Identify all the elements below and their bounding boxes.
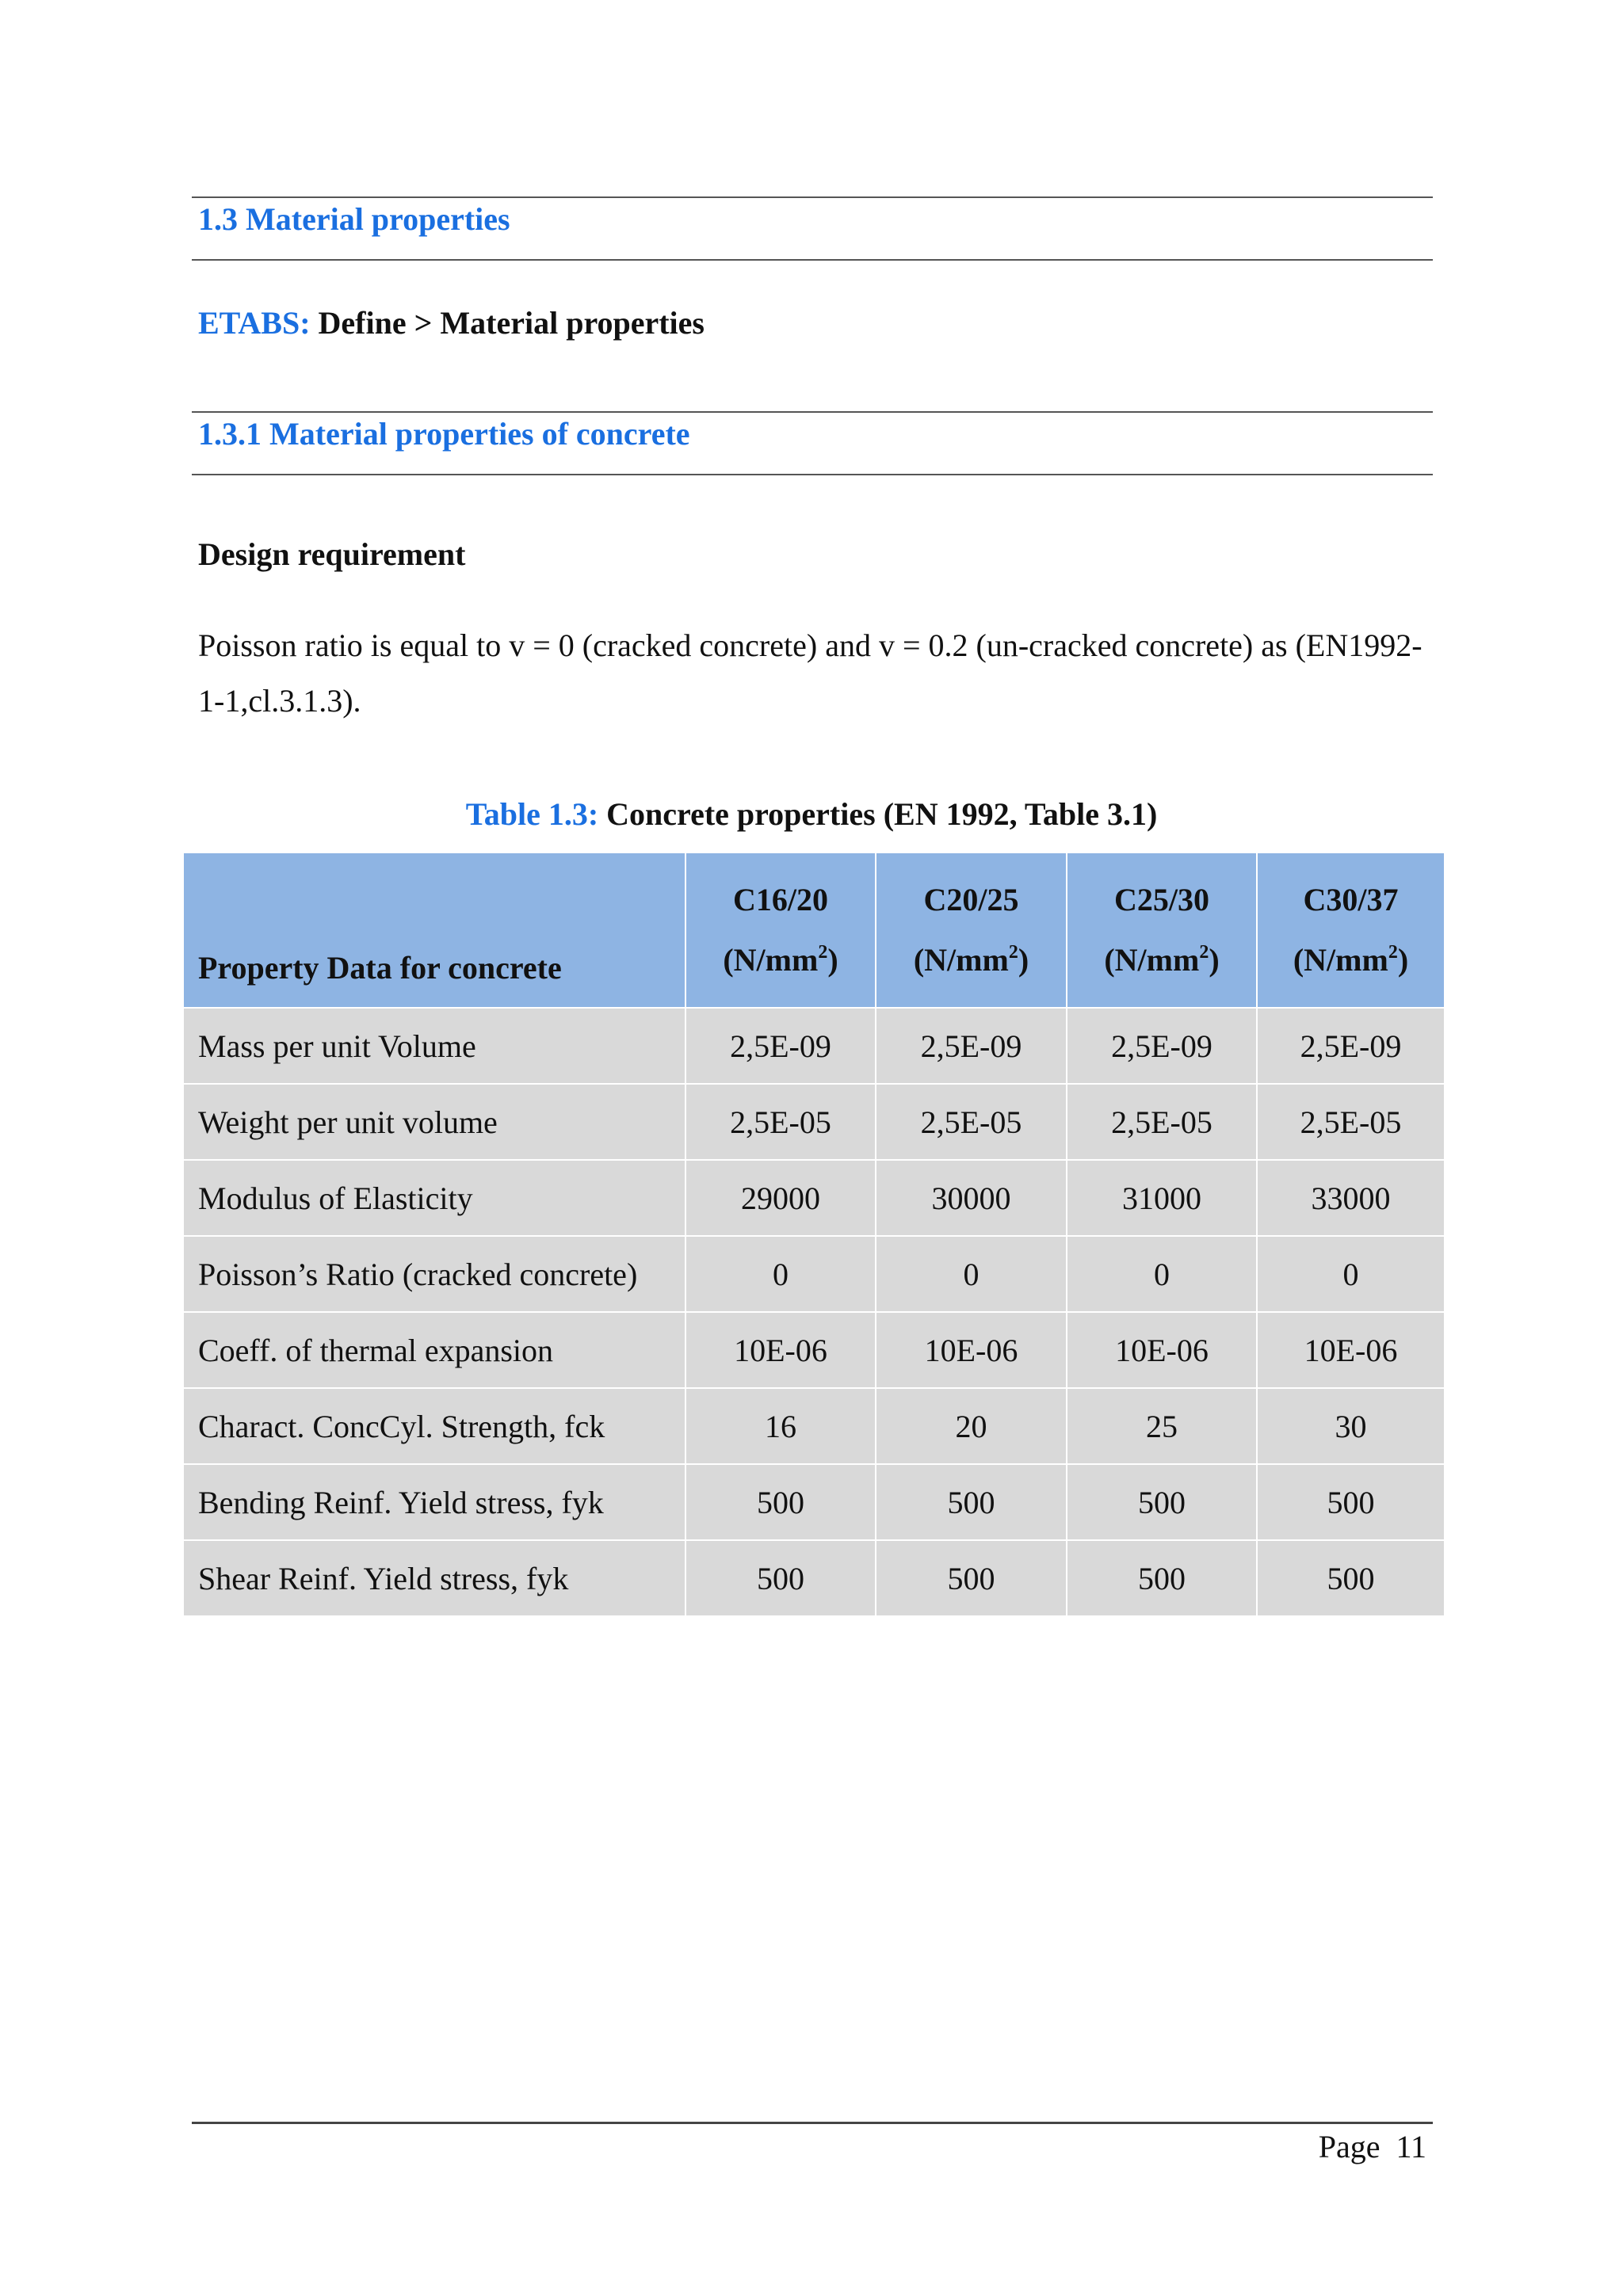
subsection-heading: 1.3.1 Material properties of concrete bbox=[198, 416, 690, 452]
table-caption-label: Table 1.3: bbox=[465, 796, 599, 832]
table-cell: 500 bbox=[685, 1540, 876, 1616]
table-row bbox=[183, 1540, 1445, 1616]
property-column-header: Property Data for concrete bbox=[183, 852, 685, 1008]
design-requirement-text: Poisson ratio is equal to v = 0 (cracked concrete) and v = 0.2 (un-cracked concrete) as (EN1992-1-1,cl.3.1.3). bbox=[198, 627, 1423, 719]
table-cell: 2,5E-05 bbox=[1067, 1084, 1257, 1160]
section-heading: 1.3 Material properties bbox=[198, 201, 510, 237]
footer-rule bbox=[192, 2122, 1433, 2124]
table-row bbox=[183, 1388, 1445, 1464]
table-cell: 2,5E-09 bbox=[1067, 1008, 1257, 1084]
row-label: Modulus of Elasticity bbox=[183, 1160, 685, 1236]
table-header-row bbox=[183, 852, 1445, 1008]
etabs-path bbox=[198, 303, 705, 343]
table-row bbox=[183, 1160, 1445, 1236]
row-label: Bending Reinf. Yield stress, fyk bbox=[183, 1464, 685, 1540]
table-cell: 10E-06 bbox=[1067, 1312, 1257, 1388]
row-label: Mass per unit Volume bbox=[183, 1008, 685, 1084]
table-cell: 0 bbox=[876, 1236, 1067, 1312]
table-cell: 10E-06 bbox=[876, 1312, 1067, 1388]
table-cell: 2,5E-09 bbox=[1257, 1008, 1445, 1084]
table-row bbox=[183, 1464, 1445, 1540]
table-cell: 500 bbox=[876, 1464, 1067, 1540]
table-cell: 0 bbox=[1257, 1236, 1445, 1312]
table-cell: 10E-06 bbox=[685, 1312, 876, 1388]
table-cell: 10E-06 bbox=[1257, 1312, 1445, 1388]
table-cell: 2,5E-05 bbox=[685, 1084, 876, 1160]
grade-label: C20/25 bbox=[923, 882, 1019, 917]
table-cell: 500 bbox=[1067, 1540, 1257, 1616]
row-label: Charact. ConcCyl. Strength, fck bbox=[183, 1388, 685, 1464]
grade-unit: $(N/mm^2)$ bbox=[1104, 942, 1220, 978]
grade-column-header bbox=[876, 852, 1067, 1008]
grade-unit: $(N/mm^2)$ bbox=[1293, 942, 1409, 978]
grade-unit: $(N/mm^2)$ bbox=[913, 942, 1029, 978]
row-label: Shear Reinf. Yield stress, fyk bbox=[183, 1540, 685, 1616]
etabs-label: ETABS: bbox=[198, 305, 311, 341]
table-row bbox=[183, 1008, 1445, 1084]
table-caption-text: Concrete properties (EN 1992, Table 3.1) bbox=[606, 796, 1158, 832]
table-cell: 25 bbox=[1067, 1388, 1257, 1464]
table-cell: 500 bbox=[876, 1540, 1067, 1616]
table-row bbox=[183, 1312, 1445, 1388]
table-cell: 2,5E-05 bbox=[1257, 1084, 1445, 1160]
table-cell: 30 bbox=[1257, 1388, 1445, 1464]
table-cell: 2,5E-05 bbox=[876, 1084, 1067, 1160]
table-row bbox=[183, 1084, 1445, 1160]
grade-unit: $(N/mm^2)$ bbox=[723, 942, 838, 978]
table-cell: 16 bbox=[685, 1388, 876, 1464]
table-cell: 500 bbox=[1067, 1464, 1257, 1540]
row-label: Coeff. of thermal expansion bbox=[183, 1312, 685, 1388]
table-cell: 2,5E-09 bbox=[876, 1008, 1067, 1084]
table-cell: 0 bbox=[1067, 1236, 1257, 1312]
row-label: Poisson’s Ratio (cracked concrete) bbox=[183, 1236, 685, 1312]
table-cell: 0 bbox=[685, 1236, 876, 1312]
row-label: Weight per unit volume bbox=[183, 1084, 685, 1160]
subsection-rule-bottom bbox=[192, 474, 1433, 475]
table-cell: 30000 bbox=[876, 1160, 1067, 1236]
section-rule-bottom bbox=[192, 259, 1433, 261]
concrete-properties-table bbox=[182, 852, 1445, 1617]
grade-label: C16/20 bbox=[733, 882, 828, 917]
page-number-value: 11 bbox=[1396, 2129, 1426, 2164]
grade-label: C25/30 bbox=[1114, 882, 1209, 917]
page-label: Page bbox=[1318, 2129, 1381, 2164]
table-cell: 33000 bbox=[1257, 1160, 1445, 1236]
table-cell: 31000 bbox=[1067, 1160, 1257, 1236]
table-cell: 500 bbox=[685, 1464, 876, 1540]
subsection-rule-top bbox=[192, 411, 1433, 413]
table-cell: 500 bbox=[1257, 1540, 1445, 1616]
section-rule-top bbox=[192, 196, 1433, 198]
page-number bbox=[1319, 2127, 1426, 2167]
table-cell: 500 bbox=[1257, 1464, 1445, 1540]
table-caption bbox=[0, 795, 1623, 834]
table-cell: 20 bbox=[876, 1388, 1067, 1464]
grade-column-header bbox=[685, 852, 876, 1008]
table-cell: 2,5E-09 bbox=[685, 1008, 876, 1084]
grade-column-header bbox=[1257, 852, 1445, 1008]
etabs-menu-path: Define > Material properties bbox=[318, 305, 705, 341]
grade-column-header bbox=[1067, 852, 1257, 1008]
design-requirement-heading: Design requirement bbox=[198, 536, 466, 572]
grade-label: C30/37 bbox=[1303, 882, 1399, 917]
table-row bbox=[183, 1236, 1445, 1312]
table-cell: 29000 bbox=[685, 1160, 876, 1236]
